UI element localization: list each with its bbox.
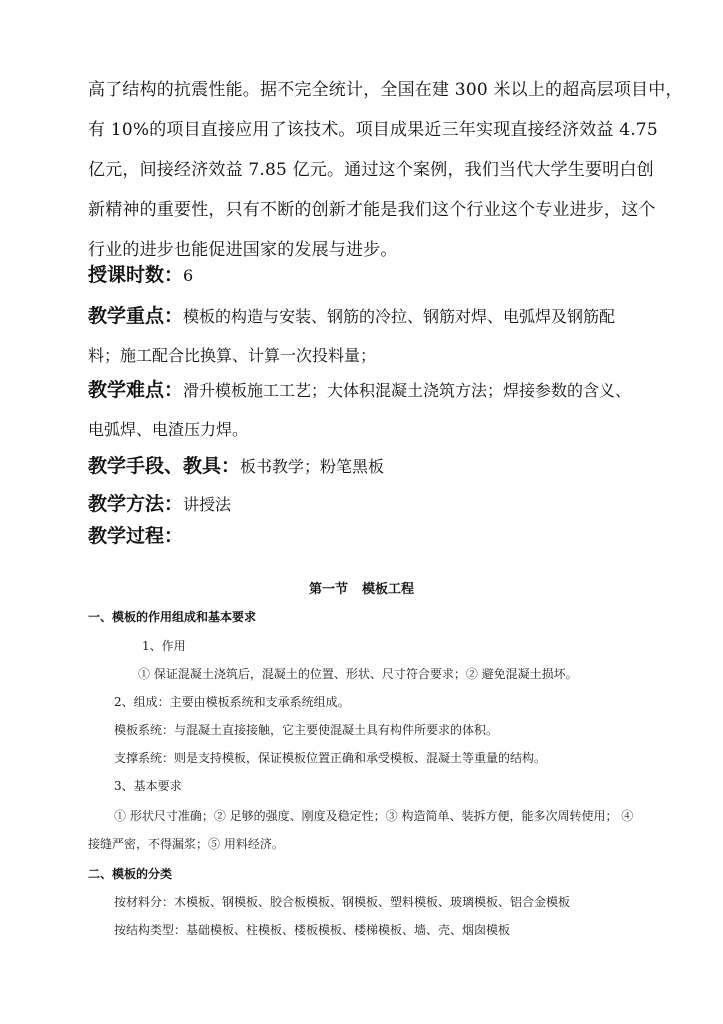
teaching-means (88, 446, 653, 486)
part2-heading: 二、模板的分类 (88, 867, 173, 881)
means-label: 教学手段、教具： (88, 455, 241, 477)
difficulties-value-continued: 电弧焊、电渣压力焊。 (88, 420, 249, 439)
key-points-label: 教学重点： (88, 305, 184, 327)
key-points-value-continued: 料；施工配合比换算、计算一次投料量； (88, 346, 377, 365)
teaching-key-points (88, 296, 653, 376)
part1-heading: 一、模板的作用组成和基本要求 (88, 610, 257, 624)
method-value: 讲授法 (183, 495, 232, 514)
item1-text: ① 保证混凝土浇筑后，混凝土的位置、形状、尺寸符合要求；② 避免混凝土损坏。 (138, 667, 578, 681)
process-label: 教学过程： (88, 525, 184, 547)
classification-by-structure: 按结构类型：基础模板、柱模板、楼板模板、楼梯模板、墙、壳、烟囱模板 (114, 923, 511, 937)
key-points-value: 模板的构造与安装、钢筋的冷拉、钢筋对焊、电弧焊及钢筋配 (183, 307, 616, 326)
teaching-difficulties (88, 370, 653, 450)
requirements-text-continued: 接缝严密，不得漏浆；⑤ 用料经济。 (88, 837, 284, 851)
template-system-text: 模板系统：与混凝土直接接触，它主要使混凝土具有构件所要求的体积。 (114, 723, 499, 737)
section-number: 第一节 (308, 582, 348, 597)
intro-line: 有 10%的项目直接应用了该技术。项目成果近三年实现直接经济效益 4.75 (88, 120, 658, 140)
support-system-text: 支撑系统：则是支持模板，保证模板位置正确和承受模板、混凝土等重量的结构。 (114, 751, 547, 765)
teaching-hours-label: 授课时数： (88, 264, 184, 286)
requirements-text: ① 形状尺寸准确；② 足够的强度、刚度及稳定性；③ 构造简单、装拆方便，能多次周转使用； ④ (114, 809, 634, 823)
item2-title: 2、组成：主要由模板系统和支承系统组成。 (114, 695, 350, 709)
difficulties-label: 教学难点： (88, 379, 184, 401)
teaching-process (88, 516, 653, 556)
intro-line: 新精神的重要性，只有不断的创新才能是我们这个行业这个专业进步，这个 (88, 200, 656, 220)
method-label: 教学方法： (88, 493, 184, 515)
item3-title: 3、基本要求 (114, 779, 182, 793)
means-value: 板书教学；粉笔黑板 (240, 457, 385, 476)
section-title (0, 580, 723, 600)
classification-by-material: 按材料分：木模板、钢模板、胶合板模板、钢模板、塑料模板、玻璃模板、铝合金模板 (114, 895, 571, 909)
teaching-hours (88, 255, 653, 295)
intro-line: 高了结构的抗震性能。据不完全统计，全国在建 300 米以上的超高层项目中， (88, 80, 683, 100)
section-name: 模板工程 (362, 582, 415, 597)
intro-line: 行业的进步也能促进国家的发展与进步。 (88, 240, 398, 260)
difficulties-value: 滑升模板施工工艺；大体积混凝土浇筑方法；焊接参数的含义、 (183, 381, 632, 400)
intro-paragraph (88, 70, 683, 270)
intro-line: 亿元，间接经济效益 7.85 亿元。通过这个案例，我们当代大学生要明白创 (88, 160, 654, 180)
item1-title: 1、作用 (142, 639, 186, 653)
teaching-hours-value: 6 (183, 266, 194, 285)
